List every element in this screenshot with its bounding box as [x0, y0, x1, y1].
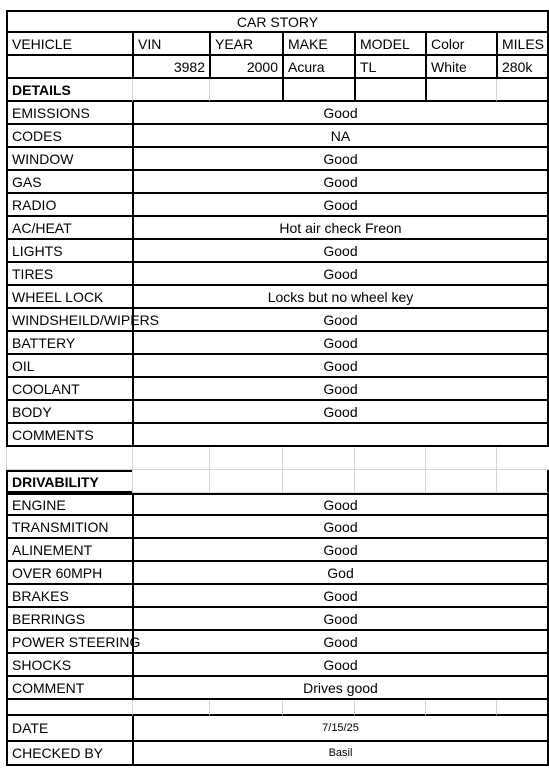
empty-cell[interactable]: [209, 700, 282, 716]
table-row: [0, 102, 549, 125]
details-label: WINDSHEILD/WIPERS: [6, 309, 132, 332]
table-row: [0, 125, 549, 148]
year-value[interactable]: 2000: [209, 56, 282, 79]
details-value[interactable]: Good: [132, 148, 549, 171]
drivability-label: TRANSMITION: [6, 516, 132, 539]
miles-value[interactable]: 280k: [496, 56, 549, 79]
checked-by-label: CHECKED BY: [6, 742, 132, 766]
drivability-value[interactable]: Good: [132, 608, 549, 631]
empty-cell[interactable]: [496, 447, 549, 470]
drivability-value[interactable]: Good: [132, 585, 549, 608]
details-value[interactable]: Good: [132, 102, 549, 125]
table-row: [0, 332, 549, 355]
empty-cell[interactable]: [282, 700, 354, 716]
details-label: OIL: [6, 355, 132, 378]
empty-cell[interactable]: [132, 79, 209, 102]
header-vehicle[interactable]: VEHICLE: [6, 33, 132, 56]
details-label: WHEEL LOCK: [6, 286, 132, 309]
details-value[interactable]: Hot air check Freon: [132, 217, 549, 240]
drivability-label: SHOCKS: [6, 654, 132, 677]
vehicle-blank-cell[interactable]: [6, 56, 132, 79]
details-label: LIGHTS: [6, 240, 132, 263]
table-row: [0, 516, 549, 539]
empty-cell[interactable]: [354, 447, 425, 470]
empty-cell[interactable]: [496, 79, 549, 102]
table-row: [0, 378, 549, 401]
details-label: EMISSIONS: [6, 102, 132, 125]
empty-cell[interactable]: [132, 447, 209, 470]
details-value[interactable]: Good: [132, 401, 549, 424]
empty-cell[interactable]: [282, 447, 354, 470]
empty-cell[interactable]: [282, 79, 354, 102]
empty-cell[interactable]: [209, 447, 282, 470]
drivability-value[interactable]: God: [132, 562, 549, 585]
details-label: COOLANT: [6, 378, 132, 401]
empty-cell[interactable]: [496, 700, 549, 716]
details-value[interactable]: Good: [132, 378, 549, 401]
table-row: [0, 263, 549, 286]
empty-cell[interactable]: [425, 470, 496, 493]
sheet-title[interactable]: CAR STORY: [6, 10, 549, 33]
empty-cell[interactable]: [425, 79, 496, 102]
details-label: RADIO: [6, 194, 132, 217]
table-row: [0, 194, 549, 217]
table-row: [0, 286, 549, 309]
details-value[interactable]: [132, 424, 549, 447]
empty-cell[interactable]: [6, 447, 132, 470]
header-miles[interactable]: MILES: [496, 33, 549, 56]
header-make[interactable]: MAKE: [282, 33, 354, 56]
drivability-label: BRAKES: [6, 585, 132, 608]
table-row: [0, 148, 549, 171]
details-value[interactable]: Good: [132, 355, 549, 378]
checked-by-value[interactable]: Basil: [132, 742, 549, 766]
date-label: DATE: [6, 716, 132, 742]
table-row: [0, 654, 549, 677]
drivability-label: OVER 60MPH: [6, 562, 132, 585]
empty-cell[interactable]: [6, 700, 132, 716]
drivability-value[interactable]: Drives good: [132, 677, 549, 700]
details-heading[interactable]: DETAILS: [6, 79, 132, 102]
table-row: [0, 677, 549, 700]
date-value[interactable]: 7/15/25: [132, 716, 549, 742]
empty-cell[interactable]: [425, 700, 496, 716]
details-label: AC/HEAT: [6, 217, 132, 240]
table-row: [0, 240, 549, 263]
blank-row: [0, 447, 549, 470]
drivability-label: POWER STEERING: [6, 631, 132, 654]
table-row: [0, 171, 549, 194]
empty-cell[interactable]: [132, 700, 209, 716]
details-label: GAS: [6, 171, 132, 194]
blank-row: [0, 700, 549, 716]
empty-cell[interactable]: [282, 470, 354, 493]
details-label: WINDOW: [6, 148, 132, 171]
table-row: [0, 401, 549, 424]
table-row: [0, 217, 549, 240]
table-row: [0, 562, 549, 585]
details-value[interactable]: Good: [132, 240, 549, 263]
details-value[interactable]: Good: [132, 194, 549, 217]
date-row: [0, 716, 549, 742]
empty-cell[interactable]: [209, 470, 282, 493]
checked-by-row: [0, 742, 549, 766]
table-row: [0, 539, 549, 562]
drivability-value[interactable]: Good: [132, 631, 549, 654]
drivability-label: ENGINE: [6, 493, 132, 516]
drivability-value[interactable]: Good: [132, 493, 549, 516]
empty-cell[interactable]: [132, 470, 209, 493]
details-value[interactable]: Good: [132, 171, 549, 194]
details-value[interactable]: Good: [132, 263, 549, 286]
details-label: BODY: [6, 401, 132, 424]
drivability-heading-row: [0, 470, 549, 493]
color-value[interactable]: White: [425, 56, 496, 79]
details-value[interactable]: NA: [132, 125, 549, 148]
empty-cell[interactable]: [354, 700, 425, 716]
details-label: BATTERY: [6, 332, 132, 355]
empty-cell[interactable]: [496, 470, 549, 493]
header-vin[interactable]: VIN: [132, 33, 209, 56]
table-row: [0, 585, 549, 608]
drivability-label: COMMENT: [6, 677, 132, 700]
details-label: COMMENTS: [6, 424, 132, 447]
drivability-value[interactable]: Good: [132, 654, 549, 677]
details-value[interactable]: Good: [132, 332, 549, 355]
table-row: [0, 493, 549, 516]
empty-cell[interactable]: [354, 470, 425, 493]
details-heading-row: [0, 79, 549, 102]
header-model[interactable]: MODEL: [354, 33, 425, 56]
table-row: [0, 424, 549, 447]
vin-value[interactable]: 3982: [132, 56, 209, 79]
empty-cell[interactable]: [209, 79, 282, 102]
details-value[interactable]: Good: [132, 309, 549, 332]
vehicle-values-row: [0, 56, 549, 79]
empty-cell[interactable]: [354, 79, 425, 102]
header-color[interactable]: Color: [425, 33, 496, 56]
details-label: TIRES: [6, 263, 132, 286]
table-row: [0, 608, 549, 631]
table-row: [0, 631, 549, 654]
table-row: [0, 309, 549, 332]
details-value[interactable]: Locks but no wheel key: [132, 286, 549, 309]
header-year[interactable]: YEAR: [209, 33, 282, 56]
table-row: [0, 355, 549, 378]
drivability-label: BERRINGS: [6, 608, 132, 631]
drivability-label: ALINEMENT: [6, 539, 132, 562]
drivability-value[interactable]: Good: [132, 516, 549, 539]
empty-cell[interactable]: [425, 447, 496, 470]
title-row: [0, 10, 549, 33]
details-label: CODES: [6, 125, 132, 148]
model-value[interactable]: TL: [354, 56, 425, 79]
make-value[interactable]: Acura: [282, 56, 354, 79]
drivability-heading[interactable]: DRIVABILITY: [6, 470, 132, 493]
drivability-value[interactable]: Good: [132, 539, 549, 562]
vehicle-header-row: [0, 33, 549, 56]
